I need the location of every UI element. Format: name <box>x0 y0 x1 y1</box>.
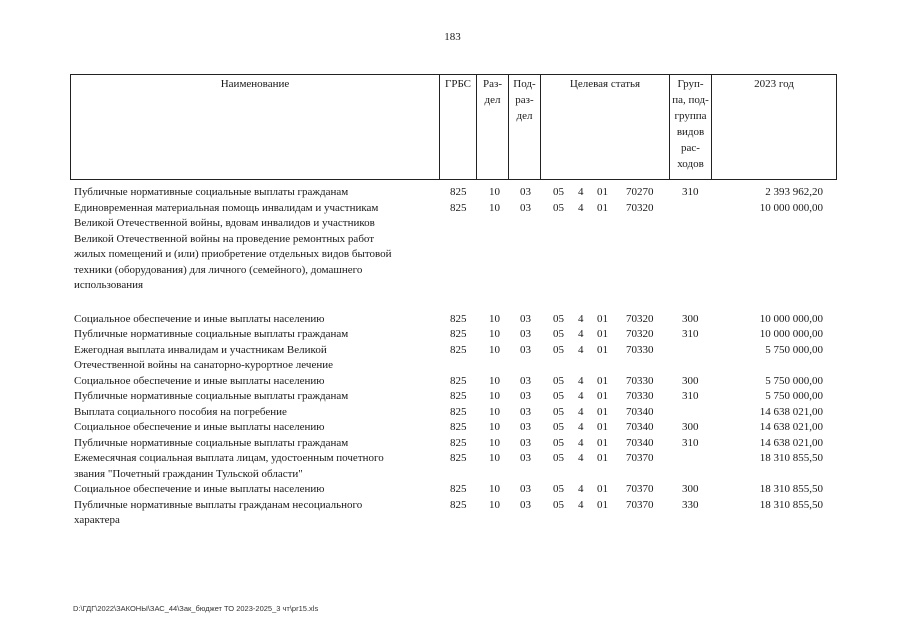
cell-target-event: 01 <box>597 312 608 325</box>
cell-target-subprogram: 4 <box>578 390 584 402</box>
cell-podrazdel: 03 <box>520 421 531 433</box>
cell-target-event: 01 <box>597 201 608 214</box>
cell-target-direction: 70340 <box>626 405 654 418</box>
cell-grbs: 825 <box>450 436 467 449</box>
row-name: Социальное обеспечение и иные выплаты населению <box>74 421 325 433</box>
cell-expense-type: 330 <box>682 498 699 511</box>
cell-grbs: 825 <box>450 405 467 418</box>
table-row <box>0 185 905 201</box>
cell-target-subprogram: 4 <box>578 328 584 340</box>
table-row <box>0 405 905 421</box>
cell-podrazdel: 03 <box>520 483 531 495</box>
row-name: Публичные нормативные социальные выплаты гражданам <box>74 390 349 402</box>
table-row <box>0 436 905 452</box>
cell-target-direction: 70340 <box>626 421 654 433</box>
row-name: Единовременная материальная помощь инвалидам и участникам Великой Отечественной войны, вдовам инвалидов и участников Великой Отечественной войны на проведение ремонтных работ жилых помещений и (или) приобретение отдельных видов бытовой техники (оборудования) для личного (семейного), домашнего использования <box>74 201 392 291</box>
cell-razdel: 10 <box>489 201 500 214</box>
cell-target-program: 05 <box>553 390 564 402</box>
cell-amount-2023: 10 000 000,00 <box>759 312 823 325</box>
cell-target-event: 01 <box>597 186 608 198</box>
cell-target-direction: 70330 <box>626 343 654 356</box>
row-name: Ежемесячная социальная выплата лицам, удостоенным почетного звания "Почетный гражданин Тульской области" <box>74 452 384 480</box>
cell-target-subprogram: 4 <box>578 436 584 449</box>
cell-amount-2023: 10 000 000,00 <box>759 328 823 340</box>
cell-amount-2023: 2 393 962,20 <box>765 186 823 198</box>
table-header <box>70 74 837 180</box>
cell-razdel: 10 <box>489 374 500 387</box>
cell-target-program: 05 <box>553 436 564 449</box>
row-name: Социальное обеспечение и иные выплаты населению <box>74 374 325 387</box>
cell-amount-2023: 5 750 000,00 <box>765 374 823 387</box>
table-row <box>0 482 905 498</box>
cell-grbs: 825 <box>450 452 467 464</box>
table-row <box>0 201 905 312</box>
cell-target-event: 01 <box>597 328 608 340</box>
row-name: Публичные нормативные социальные выплаты гражданам <box>74 436 349 449</box>
cell-expense-type: 300 <box>682 374 699 387</box>
cell-target-program: 05 <box>553 343 564 356</box>
cell-target-program: 05 <box>553 405 564 418</box>
cell-target-subprogram: 4 <box>578 312 584 325</box>
cell-target-subprogram: 4 <box>578 186 584 198</box>
cell-target-event: 01 <box>597 343 608 356</box>
cell-target-direction: 70330 <box>626 374 654 387</box>
cell-grbs: 825 <box>450 343 467 356</box>
cell-amount-2023: 18 310 855,50 <box>759 483 823 495</box>
cell-target-direction: 70370 <box>626 452 654 464</box>
cell-expense-type: 300 <box>682 421 699 433</box>
row-name: Выплата социального пособия на погребение <box>74 405 287 418</box>
cell-podrazdel: 03 <box>520 374 531 387</box>
cell-grbs: 825 <box>450 498 467 511</box>
row-name: Публичные нормативные социальные выплаты гражданам <box>74 328 349 340</box>
cell-expense-type: 310 <box>682 390 699 402</box>
cell-grbs: 825 <box>450 201 467 214</box>
page-number: 183 <box>444 31 461 43</box>
cell-grbs: 825 <box>450 483 467 495</box>
cell-target-program: 05 <box>553 328 564 340</box>
cell-razdel: 10 <box>489 390 500 402</box>
cell-target-direction: 70320 <box>626 312 654 325</box>
cell-target-event: 01 <box>597 436 608 449</box>
cell-target-event: 01 <box>597 374 608 387</box>
cell-target-event: 01 <box>597 390 608 402</box>
cell-razdel: 10 <box>489 498 500 511</box>
cell-amount-2023: 5 750 000,00 <box>765 343 823 356</box>
cell-razdel: 10 <box>489 343 500 356</box>
cell-razdel: 10 <box>489 186 500 198</box>
cell-podrazdel: 03 <box>520 390 531 402</box>
cell-target-subprogram: 4 <box>578 374 584 387</box>
cell-razdel: 10 <box>489 452 500 464</box>
cell-podrazdel: 03 <box>520 201 531 214</box>
cell-razdel: 10 <box>489 483 500 495</box>
cell-amount-2023: 18 310 855,50 <box>759 498 823 511</box>
cell-target-program: 05 <box>553 452 564 464</box>
cell-target-direction: 70370 <box>626 498 654 511</box>
cell-amount-2023: 14 638 021,00 <box>759 405 823 418</box>
cell-target-event: 01 <box>597 421 608 433</box>
cell-grbs: 825 <box>450 421 467 433</box>
table-row <box>0 327 905 343</box>
cell-target-program: 05 <box>553 374 564 387</box>
cell-razdel: 10 <box>489 328 500 340</box>
row-name: Социальное обеспечение и иные выплаты населению <box>74 312 325 325</box>
cell-target-event: 01 <box>597 405 608 418</box>
cell-target-direction: 70270 <box>626 186 654 198</box>
cell-expense-type: 300 <box>682 312 699 325</box>
cell-podrazdel: 03 <box>520 405 531 418</box>
cell-podrazdel: 03 <box>520 498 531 511</box>
cell-target-event: 01 <box>597 498 608 511</box>
cell-amount-2023: 5 750 000,00 <box>765 390 823 402</box>
cell-target-program: 05 <box>553 186 564 198</box>
header-razdel: Раз- дел <box>477 75 509 179</box>
cell-grbs: 825 <box>450 374 467 387</box>
cell-expense-type: 310 <box>682 186 699 198</box>
cell-target-subprogram: 4 <box>578 421 584 433</box>
cell-expense-type: 310 <box>682 328 699 340</box>
cell-podrazdel: 03 <box>520 186 531 198</box>
cell-target-direction: 70370 <box>626 483 654 495</box>
table-row <box>0 451 905 482</box>
cell-target-subprogram: 4 <box>578 498 584 511</box>
table-row <box>0 374 905 390</box>
cell-target-program: 05 <box>553 201 564 214</box>
cell-target-subprogram: 4 <box>578 452 584 464</box>
cell-target-subprogram: 4 <box>578 343 584 356</box>
cell-expense-type: 310 <box>682 436 699 449</box>
cell-grbs: 825 <box>450 390 467 402</box>
cell-podrazdel: 03 <box>520 328 531 340</box>
cell-expense-type: 300 <box>682 483 699 495</box>
file-path-footer: D:\ГДГ\2022\ЗАКОНЫ\ЗАС_44\Зак_бюджет ТО 2023-2025_3 чт\pr15.xls <box>73 604 319 613</box>
row-name: Публичные нормативные выплаты гражданам несоциального характера <box>74 498 363 526</box>
table-row <box>0 498 905 529</box>
row-name: Ежегодная выплата инвалидам и участникам Великой Отечественной войны на санаторно-курортное лечение <box>74 343 333 371</box>
cell-target-program: 05 <box>553 421 564 433</box>
table-row <box>0 312 905 328</box>
cell-podrazdel: 03 <box>520 452 531 464</box>
cell-target-direction: 70320 <box>626 328 654 340</box>
cell-target-direction: 70330 <box>626 390 654 402</box>
cell-target-direction: 70320 <box>626 201 654 214</box>
cell-target-program: 05 <box>553 498 564 511</box>
cell-grbs: 825 <box>450 328 467 340</box>
header-podrazdel: Под- раз- дел <box>509 75 541 179</box>
row-name: Социальное обеспечение и иные выплаты населению <box>74 483 325 495</box>
cell-razdel: 10 <box>489 405 500 418</box>
header-name: Наименование <box>71 75 440 179</box>
cell-target-program: 05 <box>553 483 564 495</box>
table-row <box>0 343 905 374</box>
cell-target-subprogram: 4 <box>578 405 584 418</box>
header-grbs: ГРБС <box>440 75 477 179</box>
row-name: Публичные нормативные социальные выплаты гражданам <box>74 186 349 198</box>
table-row <box>0 389 905 405</box>
cell-grbs: 825 <box>450 186 467 198</box>
cell-amount-2023: 10 000 000,00 <box>759 201 823 214</box>
header-vid: Груп- па, под- группа видов рас- ходов <box>670 75 712 179</box>
cell-razdel: 10 <box>489 436 500 449</box>
cell-grbs: 825 <box>450 312 467 325</box>
cell-target-subprogram: 4 <box>578 201 584 214</box>
cell-target-program: 05 <box>553 312 564 325</box>
header-year: 2023 год <box>754 78 794 90</box>
cell-razdel: 10 <box>489 312 500 325</box>
cell-target-subprogram: 4 <box>578 483 584 495</box>
cell-podrazdel: 03 <box>520 436 531 449</box>
cell-target-direction: 70340 <box>626 436 654 449</box>
cell-podrazdel: 03 <box>520 312 531 325</box>
cell-amount-2023: 14 638 021,00 <box>759 421 823 433</box>
cell-target-event: 01 <box>597 452 608 464</box>
cell-amount-2023: 14 638 021,00 <box>759 436 823 449</box>
table-body <box>0 185 905 529</box>
table-row <box>0 420 905 436</box>
header-target: Целевая статья <box>541 75 670 179</box>
cell-amount-2023: 18 310 855,50 <box>759 452 823 464</box>
cell-razdel: 10 <box>489 421 500 433</box>
cell-target-event: 01 <box>597 483 608 495</box>
cell-podrazdel: 03 <box>520 343 531 356</box>
